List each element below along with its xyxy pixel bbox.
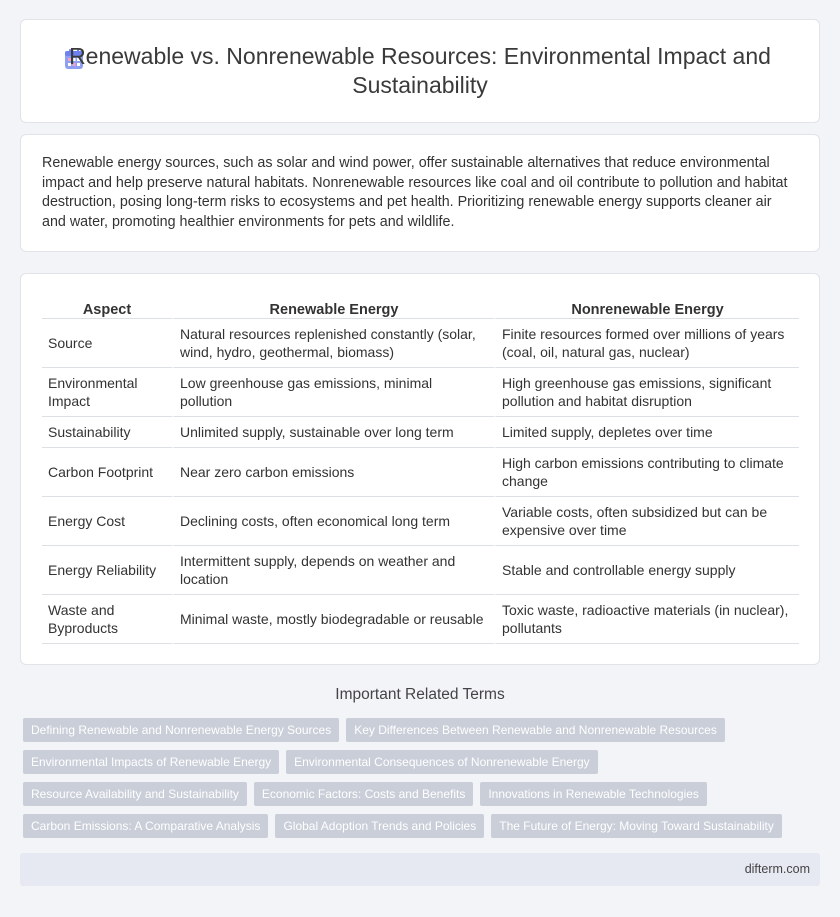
intro-card (20, 134, 820, 252)
table-cell-nonrenewable: Limited supply, depletes over time (494, 417, 799, 448)
table-row (42, 546, 799, 595)
related-term-tag[interactable]: Defining Renewable and Nonrenewable Energy Sources (23, 718, 339, 742)
related-term-tag[interactable]: Key Differences Between Renewable and Nonrenewable Resources (346, 718, 725, 742)
related-term-tag[interactable]: Environmental Consequences of Nonrenewable Energy (286, 750, 598, 774)
table-cell-renewable: Unlimited supply, sustainable over long term (172, 417, 494, 448)
related-term-tag[interactable]: Economic Factors: Costs and Benefits (254, 782, 473, 806)
related-terms-list (23, 718, 823, 846)
related-terms-heading: Important Related Terms (335, 686, 505, 703)
footer-bar (20, 853, 820, 886)
tag-row (23, 814, 823, 838)
table-row (42, 368, 799, 417)
table-cell-nonrenewable: Variable costs, often subsidized but can be expensive over time (494, 497, 799, 546)
comparison-table (42, 296, 799, 644)
column-header-renewable: Renewable Energy (172, 296, 494, 319)
column-header-nonrenewable: Nonrenewable Energy (494, 296, 799, 319)
table-cell-aspect: Sustainability (42, 417, 172, 448)
footer-site-link[interactable]: difterm.com (744, 862, 810, 876)
related-term-tag[interactable]: The Future of Energy: Moving Toward Sustainability (491, 814, 782, 838)
related-term-tag[interactable]: Resource Availability and Sustainability (23, 782, 247, 806)
table-cell-renewable: Low greenhouse gas emissions, minimal pollution (172, 368, 494, 417)
table-row (42, 448, 799, 497)
table-row (42, 595, 799, 644)
table-cell-aspect: Waste and Byproducts (42, 595, 172, 644)
tag-row (23, 782, 823, 806)
tag-row (23, 718, 823, 742)
table-cell-aspect: Source (42, 319, 172, 368)
table-cell-aspect: Environmental Impact (42, 368, 172, 417)
intro-paragraph: Renewable energy sources, such as solar and wind power, offer sustainable alternatives that reduce environmental impact and help preserve natural habitats. Nonrenewable resources like coal and oil contribute to pollution and habitat destruction, posing long-term risks to ecosystems and pet health. Prioritizing renewable energy supports cleaner air and water, promoting healthier environments for pets and wildlife. (42, 155, 788, 230)
table-cell-aspect: Energy Reliability (42, 546, 172, 595)
related-term-tag[interactable]: Environmental Impacts of Renewable Energy (23, 750, 279, 774)
related-term-tag[interactable]: Global Adoption Trends and Policies (275, 814, 484, 838)
tag-row (23, 750, 823, 774)
column-header-aspect: Aspect (42, 296, 172, 319)
table-cell-nonrenewable: Finite resources formed over millions of years (coal, oil, natural gas, nuclear) (494, 319, 799, 368)
table-row (42, 319, 799, 368)
table-cell-aspect: Energy Cost (42, 497, 172, 546)
table-row (42, 417, 799, 448)
comparison-table-card (20, 273, 820, 665)
table-cell-renewable: Minimal waste, mostly biodegradable or reusable (172, 595, 494, 644)
table-cell-aspect: Carbon Footprint (42, 448, 172, 497)
table-cell-nonrenewable: High greenhouse gas emissions, significant pollution and habitat disruption (494, 368, 799, 417)
table-cell-renewable: Declining costs, often economical long term (172, 497, 494, 546)
table-cell-nonrenewable: Stable and controllable energy supply (494, 546, 799, 595)
page-title: Renewable vs. Nonrenewable Resources: Environmental Impact and Sustainability (69, 43, 771, 98)
table-cell-renewable: Natural resources replenished constantly (solar, wind, hydro, geothermal, biomass) (172, 319, 494, 368)
related-term-tag[interactable]: Carbon Emissions: A Comparative Analysis (23, 814, 268, 838)
related-term-tag[interactable]: Innovations in Renewable Technologies (480, 782, 707, 806)
table-row (42, 497, 799, 546)
table-cell-renewable: Near zero carbon emissions (172, 448, 494, 497)
table-cell-nonrenewable: Toxic waste, radioactive materials (in nuclear), pollutants (494, 595, 799, 644)
header-card (20, 19, 820, 123)
table-cell-nonrenewable: High carbon emissions contributing to climate change (494, 448, 799, 497)
table-cell-renewable: Intermittent supply, depends on weather and location (172, 546, 494, 595)
